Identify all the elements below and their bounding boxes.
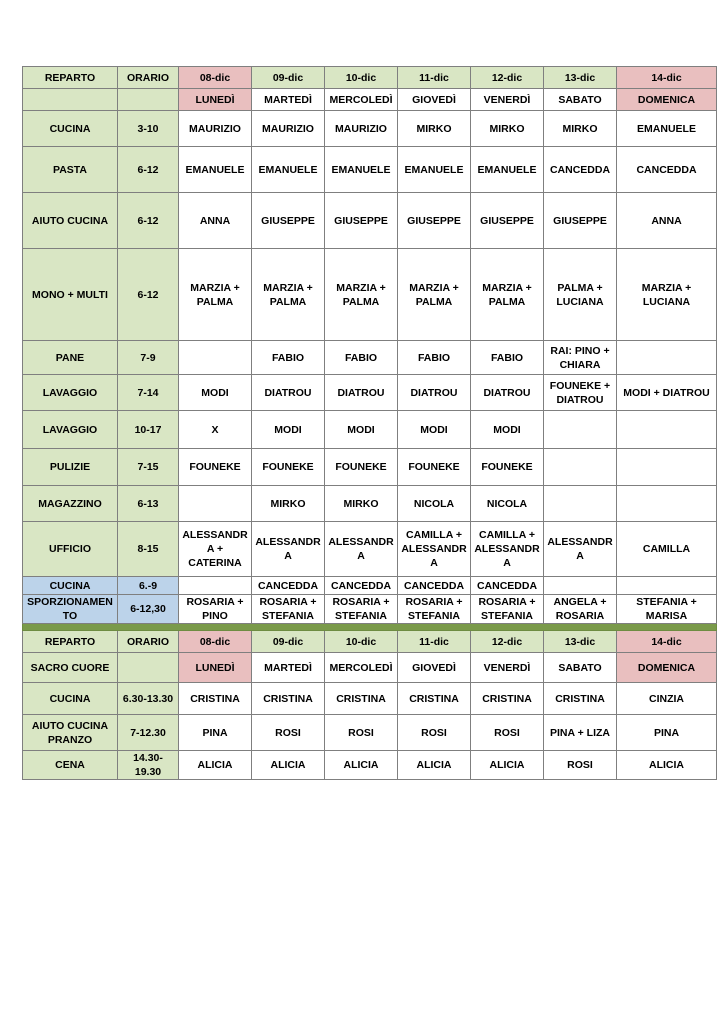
staff-cell: FOUNEKE: [325, 449, 398, 486]
day-header: SABATO: [544, 89, 617, 111]
orario-header: ORARIO: [118, 631, 179, 653]
reparto-cell: PASTA: [23, 147, 118, 193]
staff-cell: DIATROU: [471, 375, 544, 411]
staff-cell: PINA + LIZA: [544, 715, 617, 751]
orario-cell: 6.30-13.30: [118, 683, 179, 715]
empty-header-cell: [118, 89, 179, 111]
staff-cell: ALESSANDRA + CATERINA: [179, 522, 252, 577]
orario-cell: 7-12.30: [118, 715, 179, 751]
staff-cell: MODI + DIATROU: [617, 375, 717, 411]
day-header: MARTEDÌ: [252, 653, 325, 683]
staff-cell: DIATROU: [398, 375, 471, 411]
staff-cell: MAURIZIO: [252, 111, 325, 147]
staff-cell: MARZIA + PALMA: [325, 249, 398, 341]
schedule-row: [23, 577, 717, 595]
staff-cell: ALICIA: [325, 751, 398, 780]
staff-cell: MARZIA + PALMA: [179, 249, 252, 341]
orario-cell: 8-15: [118, 522, 179, 577]
staff-cell: FOUNEKE: [252, 449, 325, 486]
staff-cell: FOUNEKE: [398, 449, 471, 486]
reparto-cell: UFFICIO: [23, 522, 118, 577]
staff-cell: CANCEDDA: [544, 147, 617, 193]
empty-header-cell: [23, 89, 118, 111]
staff-cell: FABIO: [471, 341, 544, 375]
staff-cell: FOUNEKE: [179, 449, 252, 486]
orario-cell: 6-13: [118, 486, 179, 522]
day-header: MERCOLEDÌ: [325, 653, 398, 683]
sacro-cuore-row: [23, 751, 717, 780]
staff-cell: MARZIA + LUCIANA: [617, 249, 717, 341]
date-header: 09-dic: [252, 67, 325, 89]
staff-cell: PINA: [617, 715, 717, 751]
staff-cell: EMANUELE: [471, 147, 544, 193]
staff-cell: CANCEDDA: [471, 577, 544, 595]
section-separator: [23, 624, 717, 631]
orario-cell: 7-15: [118, 449, 179, 486]
staff-cell: CANCEDDA: [398, 577, 471, 595]
staff-cell: MIRKO: [544, 111, 617, 147]
date-header: 14-dic: [617, 631, 717, 653]
schedule-row: [23, 249, 717, 341]
reparto-cell: AIUTO CUCINA: [23, 193, 118, 249]
staff-cell: ALICIA: [398, 751, 471, 780]
staff-cell: ANNA: [617, 193, 717, 249]
staff-cell: [179, 486, 252, 522]
date-header: 10-dic: [325, 67, 398, 89]
staff-cell: [617, 486, 717, 522]
staff-cell: [544, 486, 617, 522]
orario-cell: 10-17: [118, 411, 179, 449]
staff-cell: [544, 577, 617, 595]
orario-cell: 14.30-19.30: [118, 751, 179, 780]
day-header: GIOVEDÌ: [398, 653, 471, 683]
day-header: DOMENICA: [617, 653, 717, 683]
staff-cell: ALESSANDRA: [325, 522, 398, 577]
reparto-cell: SPORZIONAMENTO: [23, 595, 118, 624]
date-header: 14-dic: [617, 67, 717, 89]
staff-cell: MIRKO: [252, 486, 325, 522]
staff-cell: MODI: [471, 411, 544, 449]
staff-cell: GIUSEPPE: [544, 193, 617, 249]
staff-cell: MODI: [179, 375, 252, 411]
schedule-row: [23, 111, 717, 147]
date-header: 12-dic: [471, 67, 544, 89]
orario-cell: 6-12: [118, 147, 179, 193]
reparto-cell: MONO + MULTI: [23, 249, 118, 341]
staff-cell: ROSI: [398, 715, 471, 751]
staff-cell: CRISTINA: [252, 683, 325, 715]
orario-cell: 6-12,30: [118, 595, 179, 624]
day-header: VENERDÌ: [471, 653, 544, 683]
staff-cell: ROSARIA + PINO: [179, 595, 252, 624]
staff-cell: NICOLA: [471, 486, 544, 522]
schedule-row: [23, 449, 717, 486]
staff-cell: CRISTINA: [544, 683, 617, 715]
reparto-header: REPARTO: [23, 67, 118, 89]
staff-cell: DIATROU: [252, 375, 325, 411]
staff-cell: ALICIA: [471, 751, 544, 780]
schedule-row: [23, 193, 717, 249]
orario-cell: 7-9: [118, 341, 179, 375]
staff-cell: CAMILLA + ALESSANDRA: [471, 522, 544, 577]
staff-cell: ALESSANDRA: [544, 522, 617, 577]
staff-cell: MODI: [398, 411, 471, 449]
staff-cell: MIRKO: [471, 111, 544, 147]
staff-cell: ANGELA + ROSARIA: [544, 595, 617, 624]
staff-cell: CANCEDDA: [252, 577, 325, 595]
date-header: 11-dic: [398, 631, 471, 653]
schedule-row: [23, 486, 717, 522]
staff-cell: ROSARIA + STEFANIA: [325, 595, 398, 624]
day-header: MARTEDÌ: [252, 89, 325, 111]
reparto-cell: CUCINA: [23, 683, 118, 715]
reparto-cell: AIUTO CUCINA PRANZO: [23, 715, 118, 751]
staff-cell: MAURIZIO: [179, 111, 252, 147]
staff-cell: ROSARIA + STEFANIA: [471, 595, 544, 624]
staff-cell: CRISTINA: [179, 683, 252, 715]
staff-cell: CAMILLA + ALESSANDRA: [398, 522, 471, 577]
date-header: 13-dic: [544, 631, 617, 653]
reparto-cell: LAVAGGIO: [23, 375, 118, 411]
staff-cell: MARZIA + PALMA: [471, 249, 544, 341]
staff-cell: DIATROU: [325, 375, 398, 411]
reparto-cell: CUCINA: [23, 111, 118, 147]
staff-cell: NICOLA: [398, 486, 471, 522]
staff-cell: ROSARIA + STEFANIA: [398, 595, 471, 624]
schedule-table: [22, 66, 717, 780]
staff-cell: ALICIA: [252, 751, 325, 780]
staff-cell: ALESSANDRA: [252, 522, 325, 577]
staff-cell: [179, 341, 252, 375]
staff-cell: EMANUELE: [617, 111, 717, 147]
orario-cell: 6-12: [118, 193, 179, 249]
staff-cell: MODI: [325, 411, 398, 449]
staff-cell: MODI: [252, 411, 325, 449]
staff-cell: CANCEDDA: [325, 577, 398, 595]
schedule-row: [23, 341, 717, 375]
schedule-row: [23, 411, 717, 449]
staff-cell: ALICIA: [617, 751, 717, 780]
day-header: LUNEDÌ: [179, 653, 252, 683]
day-header-row: [23, 89, 717, 111]
staff-cell: GIUSEPPE: [398, 193, 471, 249]
schedule-row: [23, 522, 717, 577]
reparto-cell: LAVAGGIO: [23, 411, 118, 449]
day-header-row: [23, 653, 717, 683]
staff-cell: ROSI: [471, 715, 544, 751]
day-header: MERCOLEDÌ: [325, 89, 398, 111]
staff-cell: PINA: [179, 715, 252, 751]
staff-cell: GIUSEPPE: [325, 193, 398, 249]
schedule-row: [23, 595, 717, 624]
staff-cell: RAI: PINO + CHIARA: [544, 341, 617, 375]
staff-cell: ROSI: [544, 751, 617, 780]
site-label: SACRO CUORE: [23, 653, 118, 683]
staff-cell: GIUSEPPE: [252, 193, 325, 249]
reparto-cell: CENA: [23, 751, 118, 780]
schedule-row: [23, 147, 717, 193]
date-header: 13-dic: [544, 67, 617, 89]
staff-cell: FOUNEKE: [471, 449, 544, 486]
staff-cell: ROSARIA + STEFANIA: [252, 595, 325, 624]
orario-cell: 3-10: [118, 111, 179, 147]
reparto-cell: MAGAZZINO: [23, 486, 118, 522]
date-header-row: [23, 67, 717, 89]
staff-cell: MAURIZIO: [325, 111, 398, 147]
staff-cell: [617, 577, 717, 595]
staff-cell: CINZIA: [617, 683, 717, 715]
staff-cell: FABIO: [252, 341, 325, 375]
staff-cell: EMANUELE: [179, 147, 252, 193]
schedule-row: [23, 375, 717, 411]
staff-cell: [179, 577, 252, 595]
staff-cell: ALICIA: [179, 751, 252, 780]
staff-cell: ANNA: [179, 193, 252, 249]
date-header: 11-dic: [398, 67, 471, 89]
staff-cell: STEFANIA + MARISA: [617, 595, 717, 624]
date-header: 10-dic: [325, 631, 398, 653]
orario-header: ORARIO: [118, 67, 179, 89]
staff-cell: EMANUELE: [325, 147, 398, 193]
staff-cell: [617, 411, 717, 449]
orario-cell: 6.-9: [118, 577, 179, 595]
date-header-row: [23, 631, 717, 653]
day-header: SABATO: [544, 653, 617, 683]
day-header: LUNEDÌ: [179, 89, 252, 111]
staff-cell: MARZIA + PALMA: [252, 249, 325, 341]
day-header: DOMENICA: [617, 89, 717, 111]
staff-cell: GIUSEPPE: [471, 193, 544, 249]
date-header: 09-dic: [252, 631, 325, 653]
staff-cell: X: [179, 411, 252, 449]
staff-cell: EMANUELE: [252, 147, 325, 193]
reparto-cell: CUCINA: [23, 577, 118, 595]
orario-cell: 6-12: [118, 249, 179, 341]
staff-cell: PALMA + LUCIANA: [544, 249, 617, 341]
staff-cell: [617, 341, 717, 375]
staff-cell: MARZIA + PALMA: [398, 249, 471, 341]
staff-cell: CRISTINA: [471, 683, 544, 715]
staff-cell: CAMILLA: [617, 522, 717, 577]
empty-header-cell: [118, 653, 179, 683]
staff-cell: ROSI: [252, 715, 325, 751]
staff-cell: ROSI: [325, 715, 398, 751]
sacro-cuore-row: [23, 683, 717, 715]
staff-cell: CRISTINA: [398, 683, 471, 715]
date-header: 08-dic: [179, 67, 252, 89]
day-header: VENERDÌ: [471, 89, 544, 111]
staff-cell: CRISTINA: [325, 683, 398, 715]
staff-cell: [544, 449, 617, 486]
separator-bar: [23, 624, 717, 631]
orario-cell: 7-14: [118, 375, 179, 411]
staff-cell: EMANUELE: [398, 147, 471, 193]
staff-cell: [544, 411, 617, 449]
staff-cell: [617, 449, 717, 486]
reparto-cell: PULIZIE: [23, 449, 118, 486]
staff-cell: FOUNEKE + DIATROU: [544, 375, 617, 411]
staff-cell: CANCEDDA: [617, 147, 717, 193]
date-header: 08-dic: [179, 631, 252, 653]
staff-cell: MIRKO: [325, 486, 398, 522]
staff-cell: MIRKO: [398, 111, 471, 147]
staff-cell: FABIO: [398, 341, 471, 375]
date-header: 12-dic: [471, 631, 544, 653]
reparto-cell: PANE: [23, 341, 118, 375]
day-header: GIOVEDÌ: [398, 89, 471, 111]
sacro-cuore-row: [23, 715, 717, 751]
staff-cell: FABIO: [325, 341, 398, 375]
reparto-header: REPARTO: [23, 631, 118, 653]
